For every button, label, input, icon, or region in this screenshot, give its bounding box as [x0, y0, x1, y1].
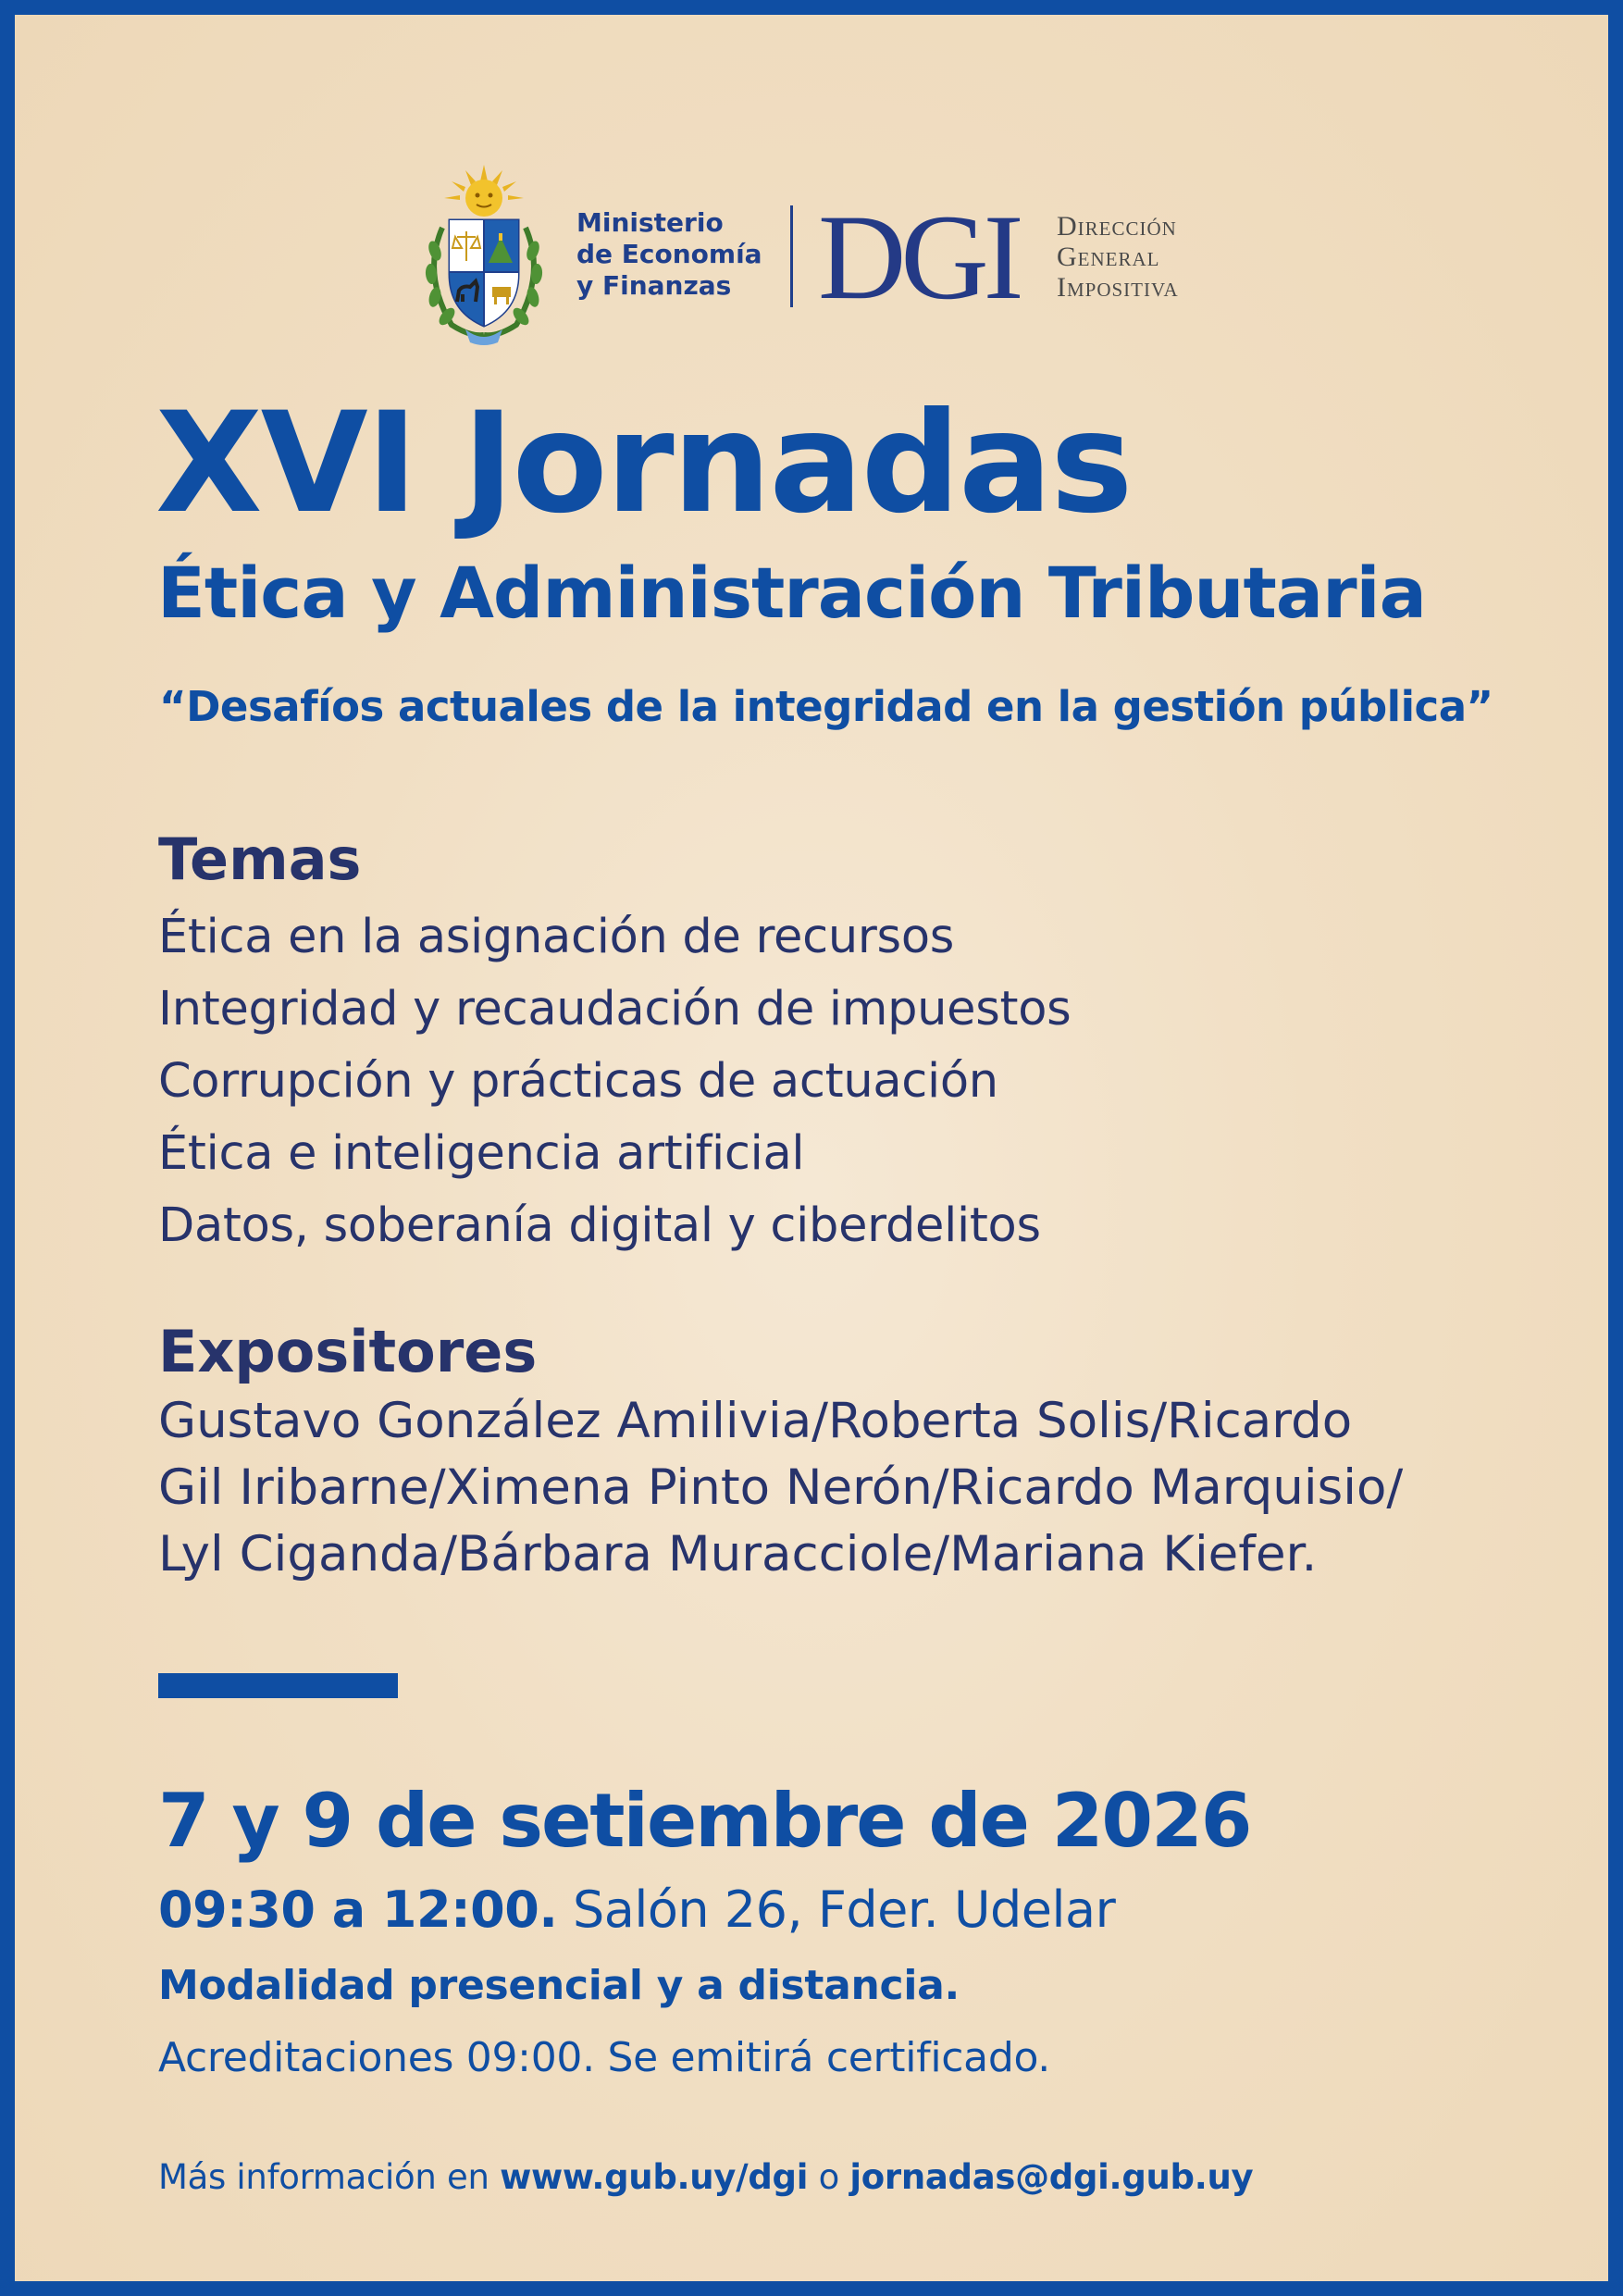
header-logos [15, 163, 1608, 348]
expositores-list [158, 1388, 1509, 1588]
expositores-line: Gil Iribarne/Ximena Pinto Nerón/Ricardo Marquisio/ [158, 1459, 1404, 1516]
dgi-sub-line-1: Dirección [1057, 211, 1177, 242]
expositores-heading: Expositores [158, 1318, 538, 1385]
accent-bar [158, 1673, 398, 1698]
event-title: XVI Jornadas [155, 383, 1132, 544]
email-link[interactable]: jornadas@dgi.gub.uy [849, 2157, 1254, 2197]
event-subtitle: Ética y Administración Tributaria [157, 552, 1426, 634]
mef-logo-text [576, 207, 762, 302]
website-link[interactable]: www.gub.uy/dgi [500, 2157, 809, 2197]
event-accreditation: Acreditaciones 09:00. Se emitirá certificado. [158, 2034, 1050, 2081]
uruguay-coat-of-arms-icon [415, 163, 553, 348]
tema-item: Ética e inteligencia artificial [158, 1126, 805, 1181]
dgi-sub-line-3: Impositiva [1057, 272, 1179, 303]
dgi-logo-mark: DGI [818, 189, 1019, 325]
event-modality: Modalidad presencial y a distancia. [158, 1962, 960, 2009]
tema-item: Integridad y recaudación de impuestos [158, 982, 1072, 1036]
mef-line-1: Ministerio [576, 207, 724, 238]
contact-prefix: Más información en [158, 2157, 489, 2197]
event-time-venue [158, 1880, 1115, 1940]
mef-line-3: y Finanzas [576, 270, 732, 301]
event-venue: Salón 26, Fder. Udelar [573, 1880, 1116, 1939]
expositores-line: Lyl Ciganda/Bárbara Muracciole/Mariana Kiefer. [158, 1526, 1318, 1582]
tema-item: Corrupción y prácticas de actuación [158, 1054, 998, 1109]
tema-item: Ética en la asignación de recursos [158, 910, 954, 964]
event-time: 09:30 a 12:00. [158, 1880, 558, 1939]
logo-divider [790, 205, 793, 307]
mef-line-2: de Economía [576, 239, 762, 269]
contact-connector: o [818, 2157, 839, 2197]
dgi-logo-subtitle [1057, 211, 1179, 303]
event-motto: “Desafíos actuales de la integridad en la gestión pública” [159, 682, 1493, 731]
temas-list [158, 901, 1071, 1262]
dgi-sub-line-2: General [1057, 242, 1160, 272]
event-date: 7 y 9 de setiembre de 2026 [158, 1778, 1251, 1864]
temas-heading: Temas [158, 825, 362, 893]
contact-info [158, 2154, 1253, 2201]
expositores-line: Gustavo González Amilivia/Roberta Solis/Ricardo [158, 1393, 1353, 1449]
tema-item: Datos, soberanía digital y ciberdelitos [158, 1198, 1041, 1253]
